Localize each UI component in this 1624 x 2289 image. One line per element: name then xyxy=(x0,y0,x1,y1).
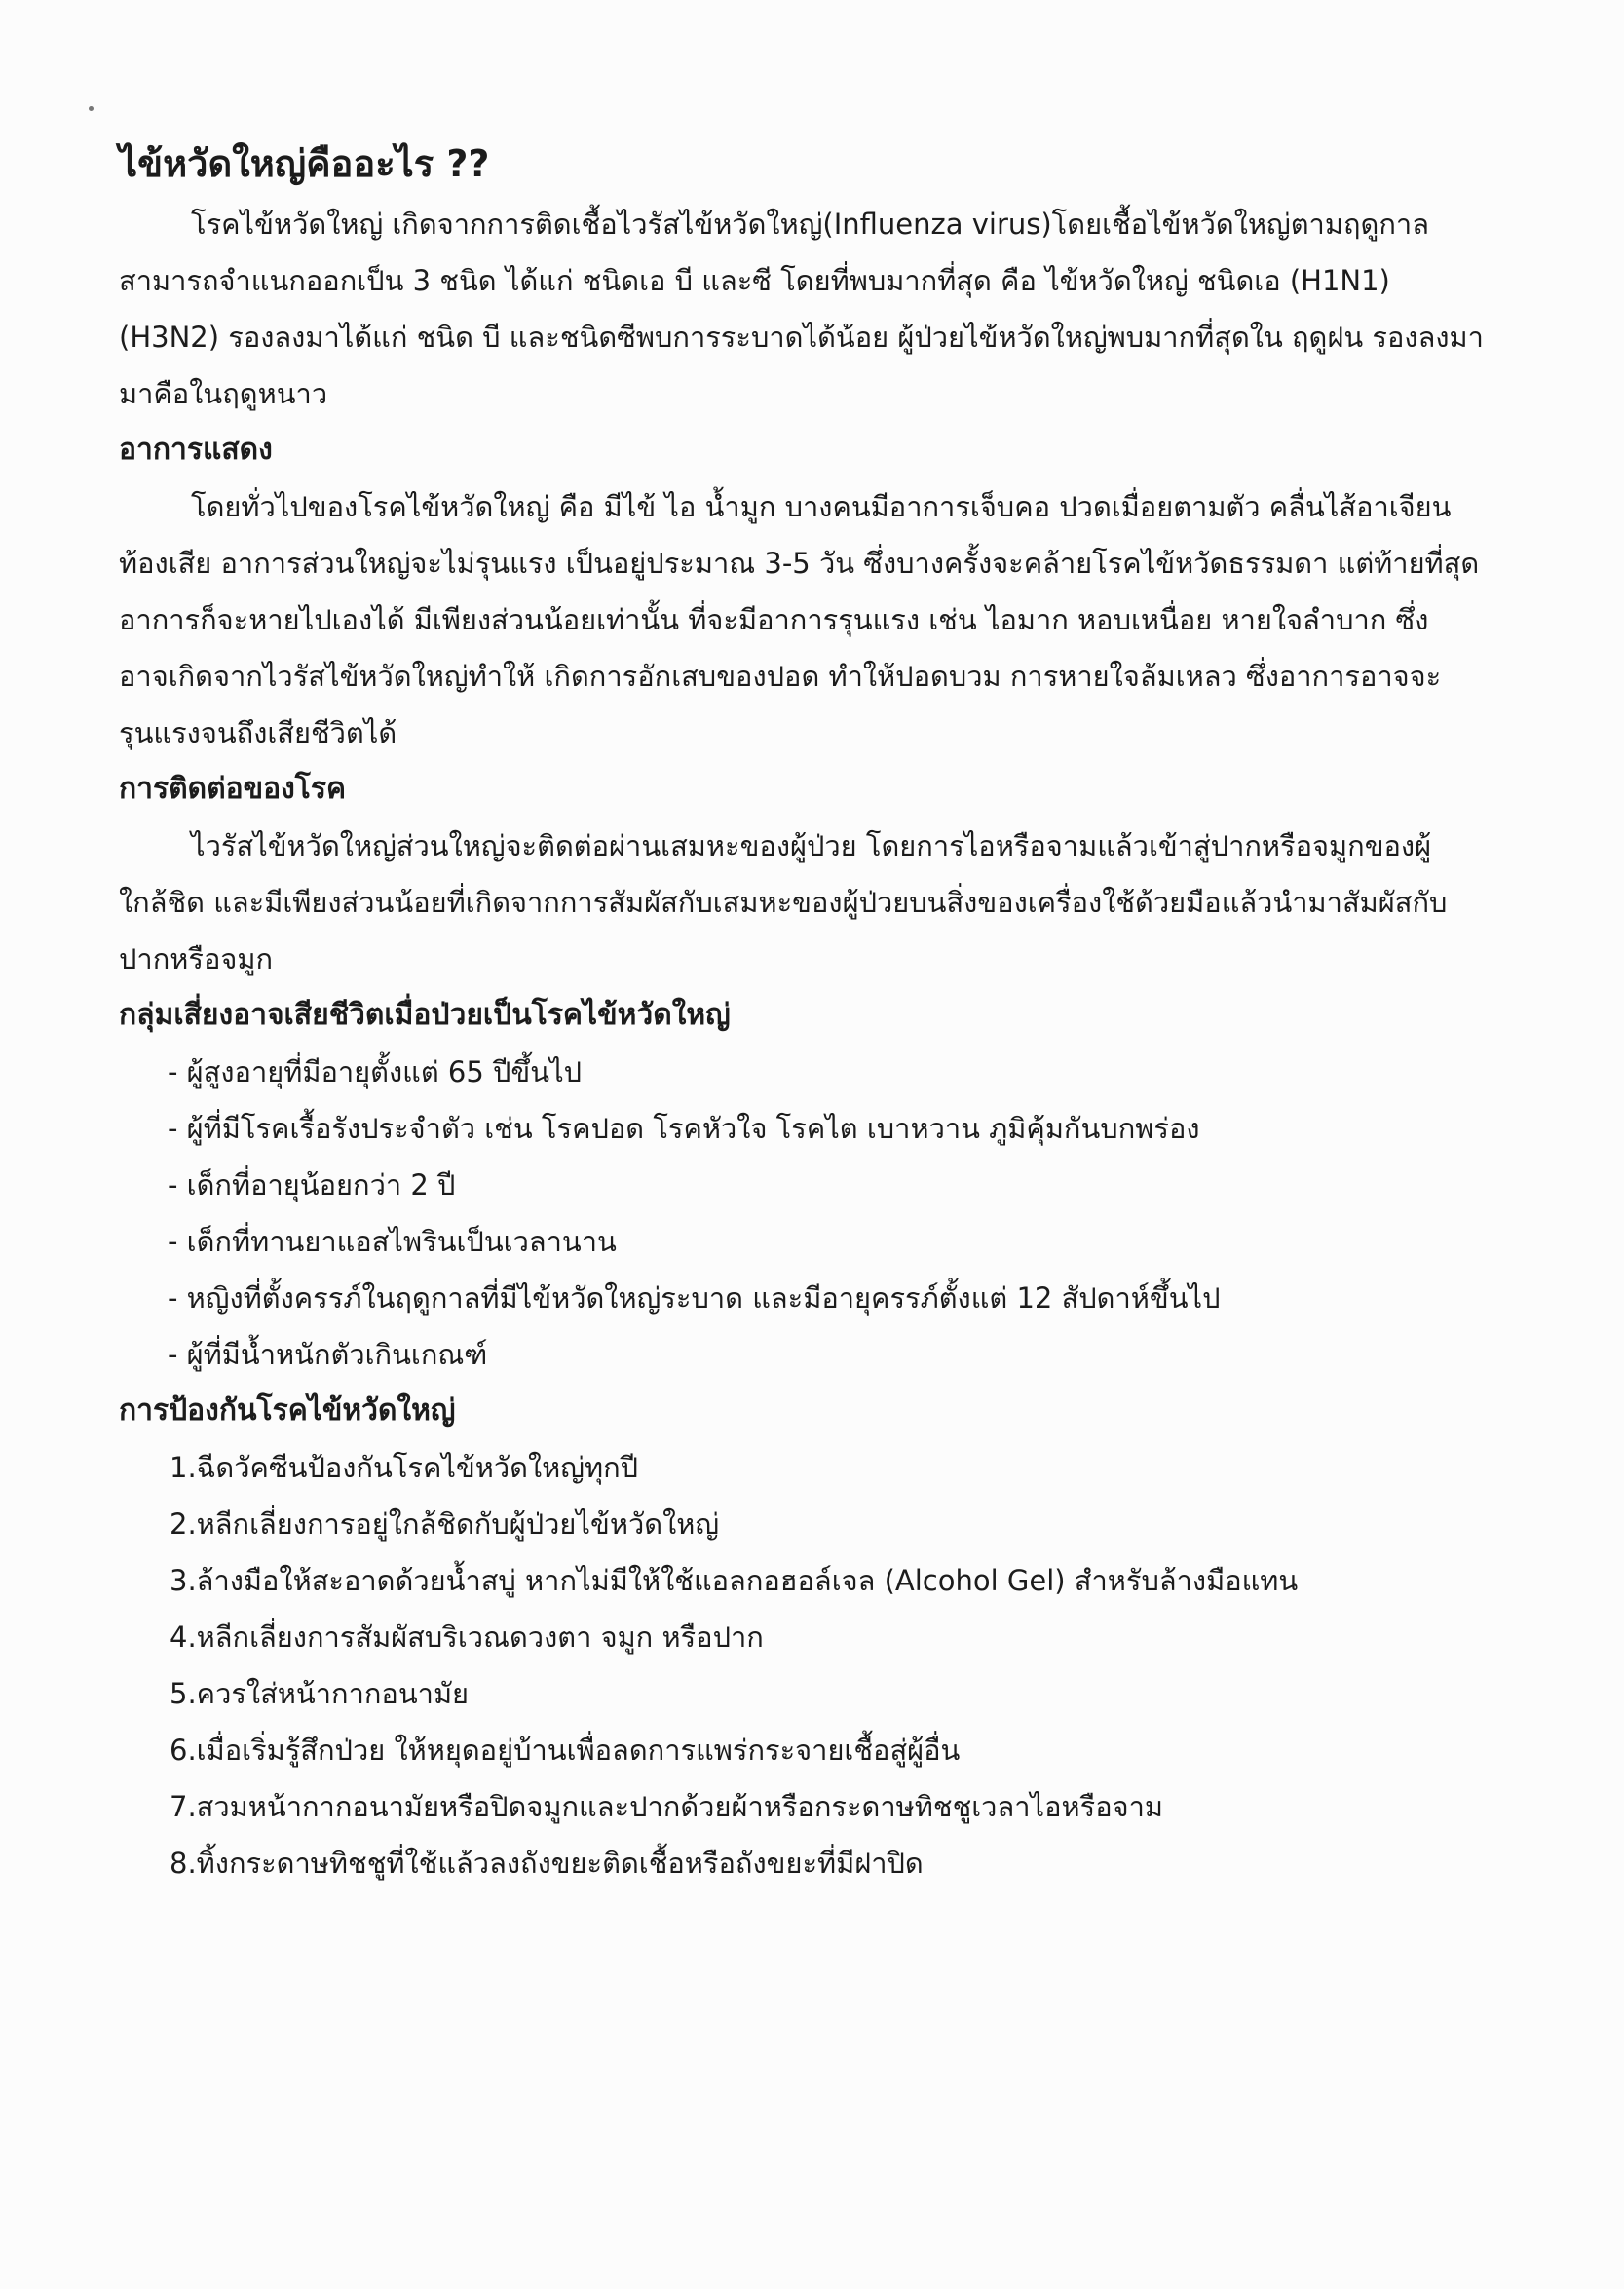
paragraph-line: ใกล้ชิด และมีเพียงส่วนน้อยที่เกิดจากการสัมผัสกับเสมหะของผู้ป่วยบนสิ่งของเครื่องใช้ด้วยมือแล้วนำมาสัมผัสกับ xyxy=(119,886,1448,919)
paragraph-line: รุนแรงจนถึงเสียชีวิตได้ xyxy=(119,716,397,749)
list-item: - ผู้สูงอายุที่มีอายุตั้งแต่ 65 ปีขึ้นไป xyxy=(168,1055,583,1088)
intro-paragraph xyxy=(119,196,1561,422)
paragraph-line: อาจเกิดจากไวรัสไข้หวัดใหญ่ทำให้ เกิดการอักเสบของปอด ทำให้ปอดบวม การหายใจล้มเหลว ซึ่งอาการอาจจะ xyxy=(119,660,1442,693)
list-item: - เด็กที่ทานยาแอสไพรินเป็นเวลานาน xyxy=(168,1225,617,1258)
list-item: 1.ฉีดวัคซีนป้องกันโรคไข้หวัดใหญ่ทุกปี xyxy=(170,1451,639,1484)
list-item: - เด็กที่อายุน้อยกว่า 2 ปี xyxy=(168,1168,456,1202)
list-item: - ผู้ที่มีน้ำหนักตัวเกินเกณฑ์ xyxy=(168,1338,488,1371)
prevention-list xyxy=(119,1439,1561,1891)
list-item: 3.ล้างมือให้สะอาดด้วยน้ำสบู่ หากไม่มีให้ใช้แอลกอฮอล์เจล (Alcohol Gel) สำหรับล้างมือแทน xyxy=(170,1564,1299,1597)
list-item: 4.หลีกเลี่ยงการสัมผัสบริเวณดวงตา จมูก หรือปาก xyxy=(170,1621,764,1654)
paragraph-line: โรคไข้หวัดใหญ่ เกิดจากการติดเชื้อไวรัสไข้หวัดใหญ่(Influenza virus)โดยเชื้อไข้หวัดใหญ่ตามฤดูกาล xyxy=(191,208,1429,241)
list-item: 2.หลีกเลี่ยงการอยู่ใกล้ชิดกับผู้ป่วยไข้หวัดใหญ่ xyxy=(170,1507,720,1541)
paragraph-line: อาการก็จะหายไปเองได้ มีเพียงส่วนน้อยเท่านั้น ที่จะมีอาการรุนแรง เช่น ไอมาก หอบเหนื่อย หายใจลำบาก ซึ่ง xyxy=(119,603,1429,636)
list-item: - หญิงที่ตั้งครรภ์ในฤดูกาลที่มีไข้หวัดใหญ่ระบาด และมีอายุครรภ์ตั้งแต่ 12 สัปดาห์ขึ้นไป xyxy=(168,1281,1221,1315)
list-item: 8.ทิ้งกระดาษทิชชูที่ใช้แล้วลงถังขยะติดเชื้อหรือถังขยะที่มีฝาปิด xyxy=(170,1847,924,1880)
risk-groups-list xyxy=(119,1044,1561,1383)
scan-speck xyxy=(89,106,94,111)
paragraph-line: ปากหรือจมูก xyxy=(119,942,274,975)
page-title: ไข้หวัดใหญ่คืออะไร ?? xyxy=(119,142,490,185)
list-item: 5.ควรใส่หน้ากากอนามัย xyxy=(170,1677,470,1710)
paragraph-line: ท้องเสีย อาการส่วนใหญ่จะไม่รุนแรง เป็นอยู่ประมาณ 3-5 วัน ซึ่งบางครั้งจะคล้ายโรคไข้หวัดธรรมดา แต่ท้ายที่สุด xyxy=(119,547,1480,580)
section-heading-symptoms: อาการแสดง xyxy=(119,433,273,467)
paragraph-line: (H3N2) รองลงมาได้แก่ ชนิด บี และชนิดซีพบการระบาดได้น้อย ผู้ป่วยไข้หวัดใหญ่พบมากที่สุดใน ฤดูฝน รองลงมา xyxy=(119,321,1484,354)
transmission-paragraph xyxy=(119,818,1561,987)
paragraph-line: สามารถจำแนกออกเป็น 3 ชนิด ได้แก่ ชนิดเอ บี และซี โดยที่พบมากที่สุด คือ ไข้หวัดใหญ่ ชนิดเอ (H1N1) xyxy=(119,264,1390,297)
list-item: 6.เมื่อเริ่มรู้สึกป่วย ให้หยุดอยู่บ้านเพื่อลดการแพร่กระจายเชื้อสู่ผู้อื่น xyxy=(170,1734,961,1767)
symptoms-paragraph xyxy=(119,478,1561,761)
list-item: 7.สวมหน้ากากอนามัยหรือปิดจมูกและปากด้วยผ้าหรือกระดาษทิชชูเวลาไอหรือจาม xyxy=(170,1790,1164,1823)
paragraph-line: มาคือในฤดูหนาว xyxy=(119,377,328,410)
section-heading-transmission: การติดต่อของโรค xyxy=(119,772,347,806)
paragraph-line: โดยทั่วไปของโรคไข้หวัดใหญ่ คือ มีไข้ ไอ น้ำมูก บางคนมีอาการเจ็บคอ ปวดเมื่อยตามตัว คลื่นไส้อาเจียน xyxy=(191,490,1452,523)
list-item: - ผู้ที่มีโรคเรื้อรังประจำตัว เช่น โรคปอด โรคหัวใจ โรคไต เบาหวาน ภูมิคุ้มกันบกพร่อง xyxy=(168,1112,1200,1145)
paragraph-line: ไวรัสไข้หวัดใหญ่ส่วนใหญ่จะติดต่อผ่านเสมหะของผู้ป่วย โดยการไอหรือจามแล้วเข้าสู่ปากหรือจมูกของผู้ xyxy=(191,829,1432,862)
section-heading-prevention: การป้องกันโรคไข้หวัดใหญ่ xyxy=(119,1393,456,1428)
document-content xyxy=(119,134,1561,1891)
section-heading-risk-groups: กลุ่มเสี่ยงอาจเสียชีวิตเมื่อป่วยเป็นโรคไข้หวัดใหญ่ xyxy=(119,998,731,1032)
